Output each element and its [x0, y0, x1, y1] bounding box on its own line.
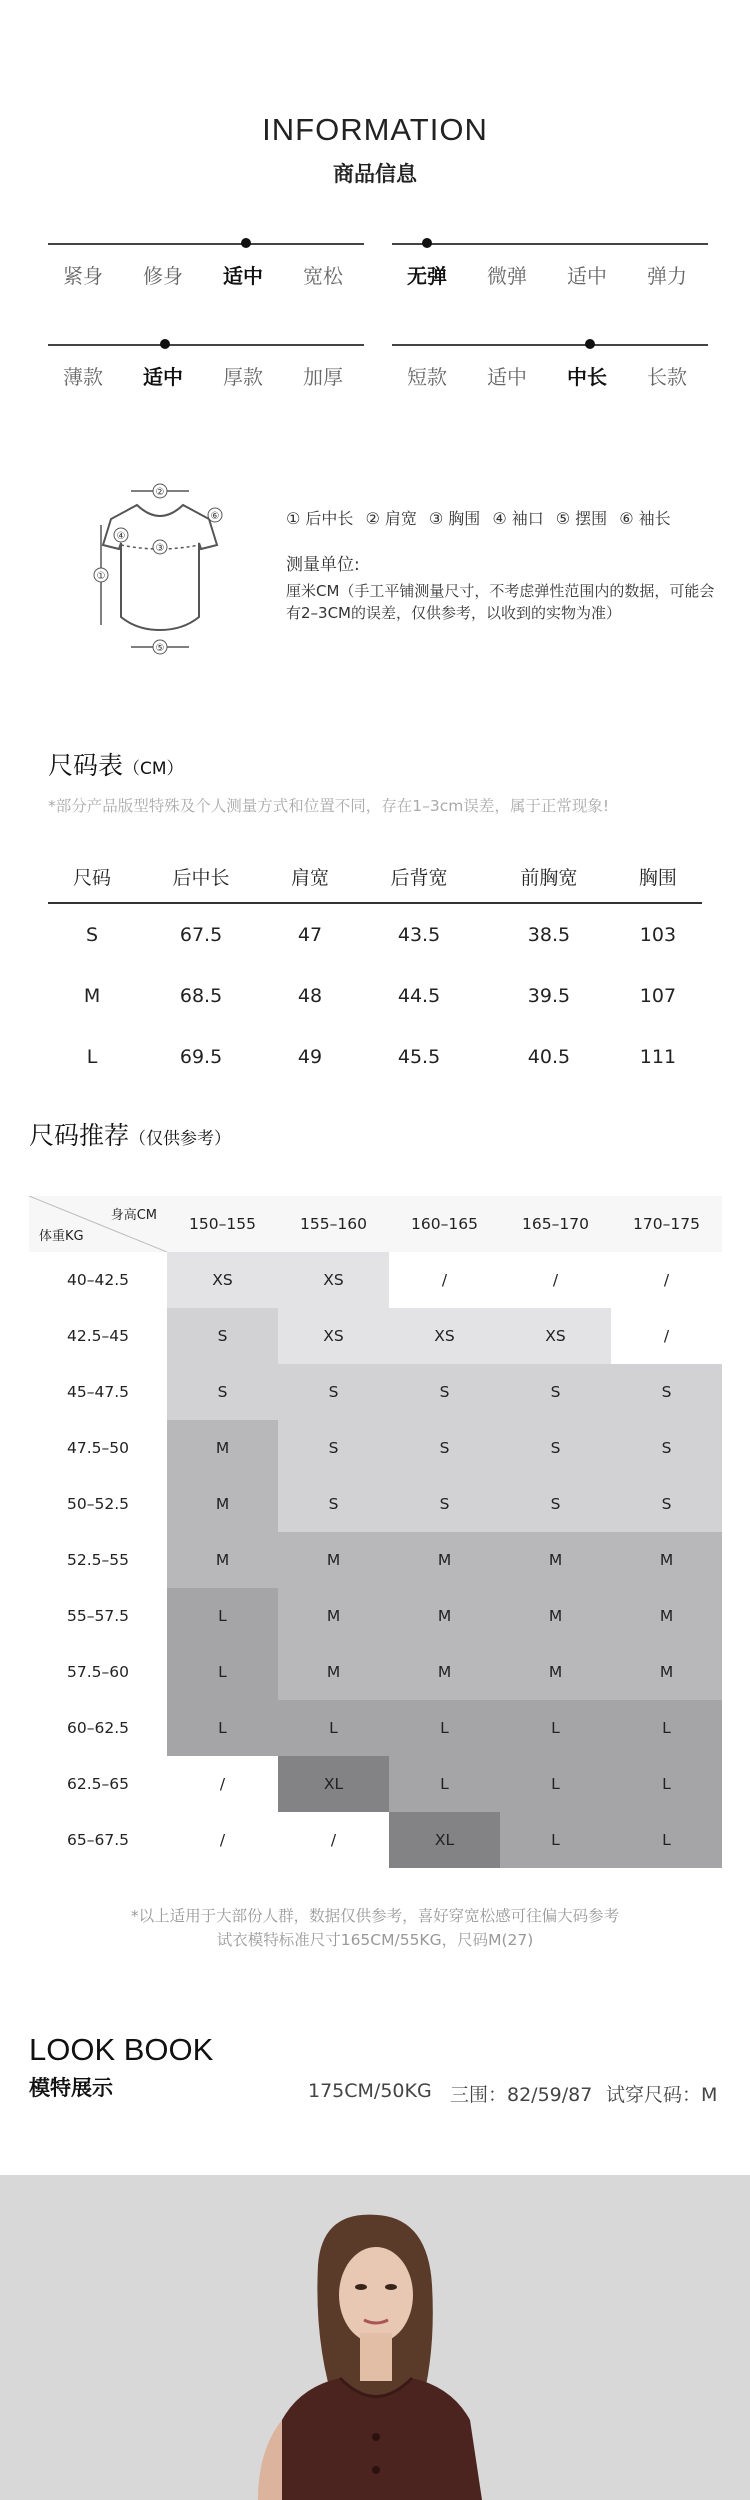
recommend-size-cell: M: [389, 1532, 500, 1588]
recommend-size-cell: S: [611, 1420, 722, 1476]
model-measurements: 三围：82/59/87: [450, 2084, 593, 2106]
header-cell: 后背宽: [354, 850, 484, 903]
legend-item: ⑤ 摆围: [555, 509, 608, 528]
recommend-size-cell: L: [611, 1756, 722, 1812]
recommend-size-cell: L: [389, 1756, 500, 1812]
size-table: [48, 850, 702, 1087]
height-header-cell: 170–175: [611, 1196, 722, 1252]
recommend-size-cell: S: [167, 1364, 278, 1420]
table-cell: 49: [297, 1045, 323, 1068]
recommend-size-cell: L: [167, 1700, 278, 1756]
recommend-size-cell: L: [611, 1812, 722, 1868]
header-cell: 胸围: [614, 850, 702, 903]
weight-label-cell: 42.5–45: [29, 1308, 167, 1364]
recommend-size-cell: /: [278, 1812, 389, 1868]
recommend-size-cell: S: [278, 1420, 389, 1476]
weight-label-cell: 57.5–60: [29, 1644, 167, 1700]
recommend-size-cell: L: [611, 1700, 722, 1756]
recommend-size-cell: /: [167, 1756, 278, 1812]
recommend-size-cell: M: [389, 1644, 500, 1700]
scale-option: 厚款: [223, 365, 263, 389]
model-illustration: [0, 2175, 750, 2500]
recommend-row: [29, 1252, 722, 1308]
recommend-size-cell: M: [167, 1420, 278, 1476]
recommend-size-cell: L: [278, 1700, 389, 1756]
table-row: [48, 903, 702, 965]
recommend-size-cell: M: [500, 1588, 611, 1644]
height-header-cell: 165–170: [500, 1196, 611, 1252]
scale-option: 紧身: [63, 264, 103, 288]
scale-option: 宽松: [303, 264, 343, 288]
recommend-size-cell: XS: [389, 1308, 500, 1364]
recommend-row: [29, 1644, 722, 1700]
size-recommend-grid: [29, 1196, 722, 1868]
scale-option-selected: 适中: [143, 365, 183, 389]
recommend-size-cell: /: [611, 1308, 722, 1364]
recommend-size-cell: M: [278, 1588, 389, 1644]
recommend-size-cell: /: [611, 1252, 722, 1308]
recommend-size-cell: S: [611, 1364, 722, 1420]
recommend-title-text: 尺码推荐: [29, 1121, 130, 1150]
recommend-size-cell: XL: [389, 1812, 500, 1868]
table-cell: S: [86, 923, 99, 946]
scale-line: [392, 243, 708, 245]
recommend-size-cell: M: [278, 1644, 389, 1700]
scale-selected-dot: [241, 238, 251, 248]
recommend-row: [29, 1476, 722, 1532]
header-cell: 肩宽: [266, 850, 354, 903]
recommend-size-cell: L: [500, 1756, 611, 1812]
scale-option: 适中: [487, 365, 527, 389]
table-cell: 47: [297, 923, 323, 946]
size-table-note: *部分产品版型特殊及个人测量方式和位置不同，存在1–3cm误差，属于正常现象!: [48, 797, 610, 815]
lookbook-subtitle: 模特展示: [29, 2076, 113, 2100]
weight-label-cell: 52.5–55: [29, 1532, 167, 1588]
recommend-row: [29, 1420, 722, 1476]
recommend-size-cell: S: [278, 1476, 389, 1532]
recommend-row: [29, 1756, 722, 1812]
scale-option: 长款: [647, 365, 687, 389]
header-cell: 后中长: [136, 850, 266, 903]
marker-1: ①: [96, 571, 106, 582]
recommend-row: [29, 1308, 722, 1364]
weight-label-cell: 50–52.5: [29, 1476, 167, 1532]
recommend-size-cell: M: [611, 1588, 722, 1644]
scale-option-selected: 适中: [223, 264, 263, 288]
weight-label-cell: 55–57.5: [29, 1588, 167, 1644]
recommend-size-cell: L: [389, 1700, 500, 1756]
corner-weight-label: 体重KG: [39, 1229, 84, 1244]
table-cell: 39.5: [527, 984, 571, 1007]
recommend-size-cell: /: [500, 1252, 611, 1308]
unit-description: 厘米CM（手工平铺测量尺寸，不考虑弹性范围内的数据，可能会有2–3CM的误差，仅供参考，以收到的实物为准）: [286, 582, 715, 622]
table-cell: 103: [639, 923, 677, 946]
marker-2: ②: [155, 487, 165, 498]
recommend-row: [29, 1812, 722, 1868]
recommend-size-cell: M: [167, 1476, 278, 1532]
recommend-size-cell: M: [167, 1532, 278, 1588]
scale-option: 微弹: [487, 264, 527, 288]
recommend-size-cell: S: [389, 1476, 500, 1532]
scale-selected-dot: [585, 339, 595, 349]
recommend-size-cell: L: [167, 1644, 278, 1700]
recommend-row: [29, 1532, 722, 1588]
scale-option: 薄款: [63, 365, 103, 389]
recommend-size-cell: XL: [278, 1756, 389, 1812]
recommend-size-cell: L: [500, 1700, 611, 1756]
table-cell: L: [86, 1045, 98, 1068]
recommend-size-cell: /: [389, 1252, 500, 1308]
table-cell: 40.5: [527, 1045, 571, 1068]
legend-item: ③ 胸围: [428, 509, 481, 528]
scale-option: 适中: [567, 264, 607, 288]
marker-4: ④: [116, 531, 126, 542]
corner-height-label: 身高CM: [110, 1208, 157, 1223]
recommend-size-cell: XS: [500, 1308, 611, 1364]
scale-option: 修身: [143, 264, 183, 288]
model-photo: [0, 2175, 750, 2500]
legend-item: ④ 袖口: [492, 509, 544, 528]
info-title: INFORMATION: [262, 112, 488, 147]
size-table-header-row: [48, 850, 702, 903]
info-subtitle: 商品信息: [333, 162, 417, 186]
recommend-size-cell: S: [500, 1364, 611, 1420]
recommend-size-cell: S: [167, 1308, 278, 1364]
height-header-cell: 150–155: [167, 1196, 278, 1252]
recommend-size-cell: XS: [278, 1308, 389, 1364]
recommend-size-cell: M: [611, 1644, 722, 1700]
table-cell: 44.5: [397, 984, 441, 1007]
table-cell: 45.5: [397, 1045, 441, 1068]
table-cell: 69.5: [179, 1045, 223, 1068]
recommend-body: [29, 1252, 722, 1868]
recommend-row: [29, 1700, 722, 1756]
scale-line: [392, 344, 708, 346]
lookbook-title: LOOK BOOK: [29, 2032, 214, 2067]
unit-title: 测量单位:: [286, 555, 360, 575]
recommend-size-cell: S: [500, 1476, 611, 1532]
size-table-title: [48, 746, 184, 782]
table-cell: 107: [639, 984, 677, 1007]
marker-6: ⑥: [210, 511, 220, 522]
recommend-size-cell: /: [167, 1812, 278, 1868]
recommend-size-cell: M: [500, 1532, 611, 1588]
height-header-cell: 160–165: [389, 1196, 500, 1252]
recommend-size-cell: S: [278, 1364, 389, 1420]
scale-line: [48, 243, 364, 245]
recommend-size-cell: S: [500, 1420, 611, 1476]
scale-line: [48, 344, 364, 346]
weight-label-cell: 65–67.5: [29, 1812, 167, 1868]
recommend-note-line1: *以上适用于大部份人群，数据仅供参考，喜好穿宽松感可往偏大码参考: [130, 1907, 620, 1925]
legend-item: ⑥ 袖长: [619, 509, 671, 528]
weight-label-cell: 45–47.5: [29, 1364, 167, 1420]
marker-3: ③: [155, 543, 165, 554]
table-cell: 111: [639, 1045, 677, 1068]
size-table-unit: （CM）: [123, 759, 184, 779]
recommend-size-cell: M: [611, 1532, 722, 1588]
weight-label-cell: 47.5–50: [29, 1420, 167, 1476]
scale-option-selected: 无弹: [407, 264, 447, 288]
recommend-size-cell: S: [389, 1420, 500, 1476]
header-cell: 前胸宽: [484, 850, 614, 903]
scale-option-selected: 中长: [567, 365, 607, 389]
recommend-size-cell: S: [389, 1364, 500, 1420]
legend-item: ② 肩宽: [365, 509, 417, 528]
recommend-size-cell: M: [500, 1644, 611, 1700]
recommend-size-cell: M: [389, 1588, 500, 1644]
recommend-size-cell: L: [167, 1588, 278, 1644]
scale-option: 加厚: [303, 365, 343, 389]
scale-selected-dot: [160, 339, 170, 349]
scale-option: 短款: [407, 365, 447, 389]
model-height-weight: 175CM/50KG: [308, 2080, 432, 2102]
model-trial-size: 试穿尺码：M: [606, 2084, 718, 2106]
recommend-size-cell: XS: [167, 1252, 278, 1308]
header-cell: 尺码: [48, 850, 136, 903]
marker-5: ⑤: [155, 643, 165, 654]
recommend-title: [29, 1116, 231, 1152]
recommend-size-cell: L: [500, 1812, 611, 1868]
weight-label-cell: 40–42.5: [29, 1252, 167, 1308]
size-table-title-text: 尺码表: [48, 751, 124, 780]
table-cell: M: [83, 984, 101, 1007]
recommend-title-note: （仅供参考）: [129, 1129, 232, 1149]
recommend-row: [29, 1588, 722, 1644]
table-cell: 48: [297, 984, 323, 1007]
weight-label-cell: 62.5–65: [29, 1756, 167, 1812]
height-header-cell: 155–160: [278, 1196, 389, 1252]
legend-item: ① 后中长: [286, 509, 354, 528]
table-row: [48, 1026, 702, 1087]
table-row: [48, 965, 702, 1026]
scale-option: 弹力: [647, 264, 687, 288]
table-cell: 38.5: [527, 923, 571, 946]
measure-legend: [286, 506, 683, 529]
recommend-corner-cell: [29, 1196, 167, 1252]
recommend-size-cell: M: [278, 1532, 389, 1588]
table-cell: 68.5: [179, 984, 223, 1007]
weight-label-cell: 60–62.5: [29, 1700, 167, 1756]
tshirt-measure-diagram: [85, 475, 235, 665]
table-cell: 43.5: [397, 923, 441, 946]
table-cell: 67.5: [179, 923, 223, 946]
recommend-size-cell: XS: [278, 1252, 389, 1308]
recommend-note-line2: 试衣模特标准尺寸165CM/55KG，尺码M(27): [216, 1931, 534, 1949]
recommend-row: [29, 1364, 722, 1420]
recommend-header-row: [29, 1196, 722, 1252]
scale-selected-dot: [422, 238, 432, 248]
recommend-size-cell: S: [611, 1476, 722, 1532]
